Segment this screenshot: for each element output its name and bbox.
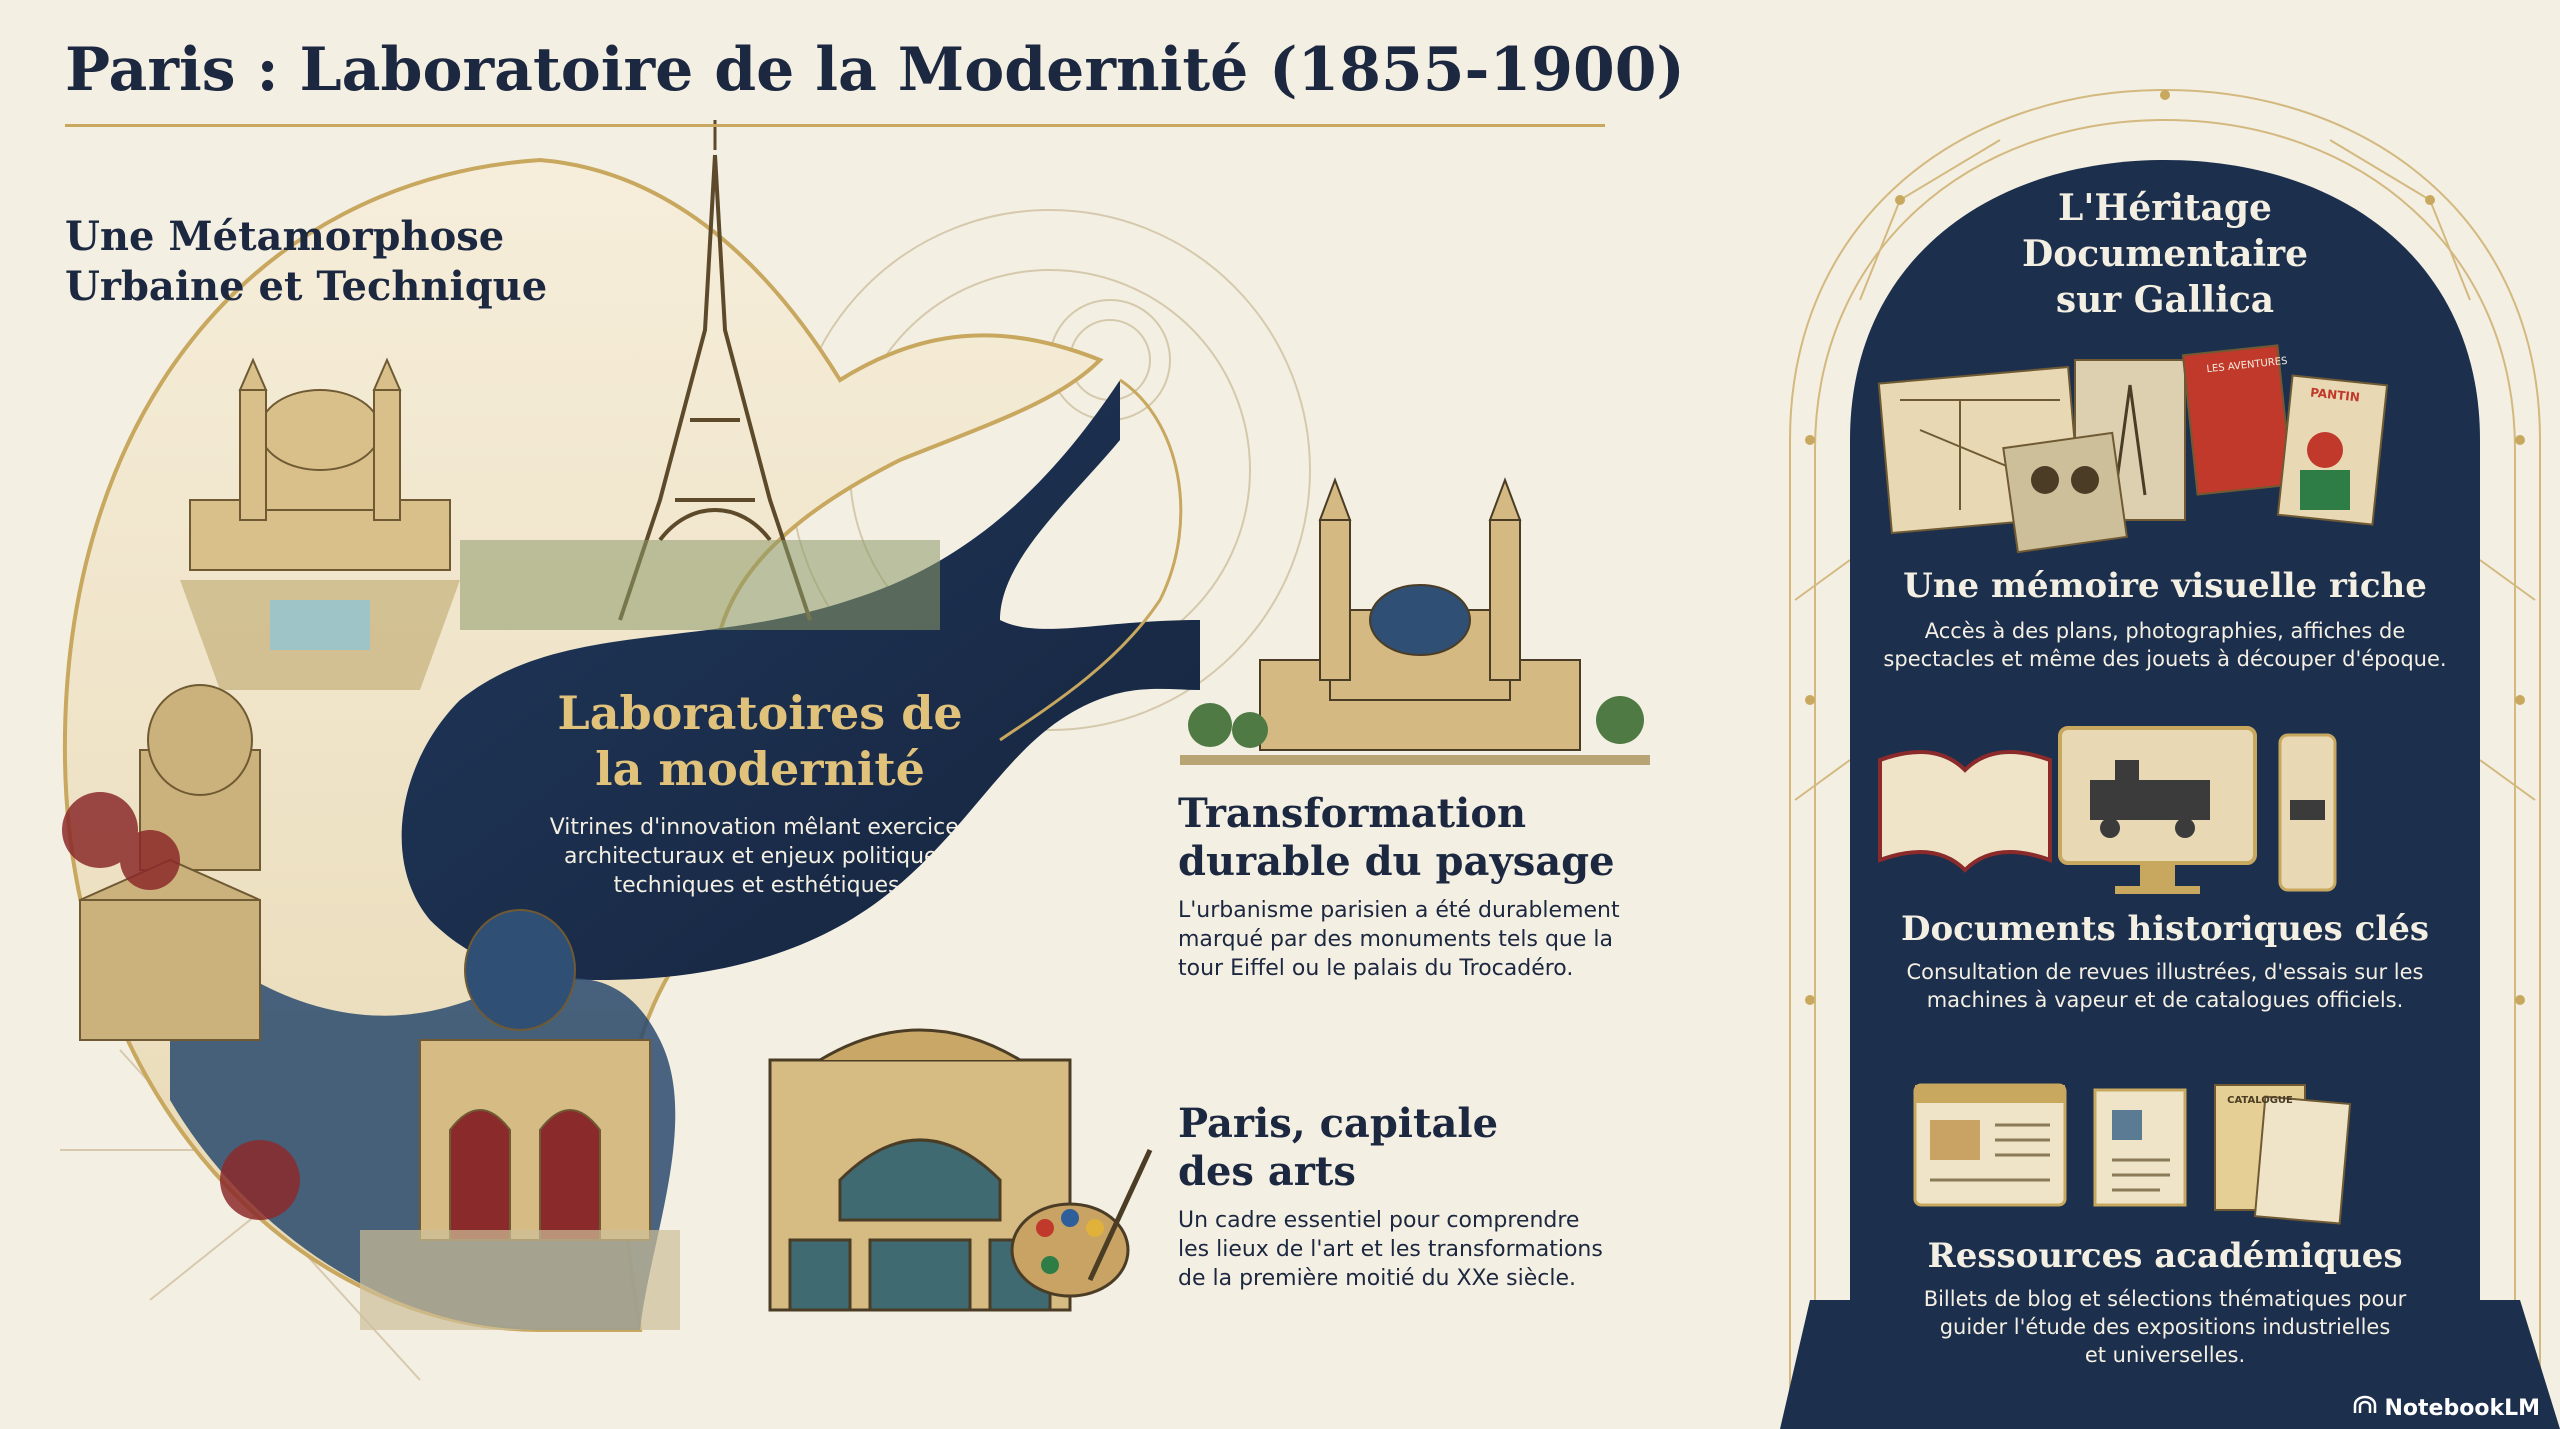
heritage-panel [1850,160,2480,1429]
memoire-text: Accès à des plans, photographies, affiches de spectacles et même des jouets à découper d'époque. [1883,619,2447,671]
capitale-title: Paris, capitale des arts [1178,1100,1499,1195]
capitale-card [1178,1100,1698,1293]
memoire-title: Une mémoire visuelle riche [1903,566,2427,606]
section-subtitle: Une Métamorphose Urbaine et Technique [65,213,548,310]
catalog-label: CATALOGUE [2227,1095,2293,1106]
poster-label-2: PANTIN [2309,385,2361,405]
transformation-card [1178,790,1698,983]
notebooklm-logo-icon [2353,1395,2377,1421]
ressources-title: Ressources académiques [1927,1236,2403,1276]
notebooklm-brand [2353,1395,2540,1421]
heritage-title: L'Héritage Documentaire sur Gallica [2022,187,2308,321]
documents-title: Documents historiques clés [1900,909,2430,949]
capitale-text: Un cadre essentiel pour comprendre les lieux de l'art et les transformations de la première moitié du XXe siècle. [1178,1208,1603,1291]
poster-label-1: LES AVENTURES [2205,355,2289,376]
page-title: Paris : Laboratoire de la Modernité (1855-1900) [65,35,1685,105]
laboratoires-text: Vitrines d'innovation mêlant exercices architecturaux et enjeux politiques, techniques et esthétiques. [549,815,971,898]
laboratoires-title: Laboratoires de la modernité [557,686,963,796]
transformation-text: L'urbanisme parisien a été durablement marqué par des monuments tels que la tour Eiffel ou le palais du Trocadéro. [1178,898,1620,981]
transformation-title: Transformation durable du paysage [1178,790,1615,885]
ressources-text: Billets de blog et sélections thématiques pour guider l'étude des expositions industrielles et universelles. [1923,1287,2407,1367]
brand-label: NotebookLM [2384,1395,2540,1421]
title-divider [65,124,1605,127]
documents-text: Consultation de revues illustrées, d'essais sur les machines à vapeur et de catalogues officiels. [1906,960,2424,1012]
laboratoires-card [505,685,1015,900]
